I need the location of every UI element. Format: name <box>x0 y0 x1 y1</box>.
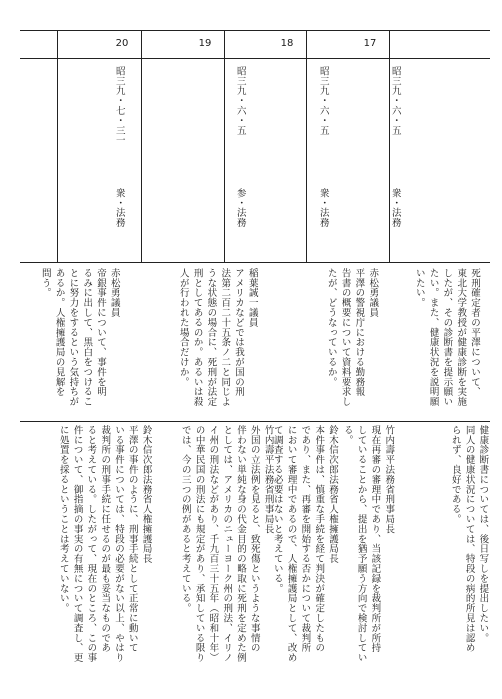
record-committee: 衆・法務 <box>317 188 329 228</box>
column-divider <box>224 30 225 262</box>
record-number-19: 19 <box>198 38 212 49</box>
record-committee: 参・法務 <box>234 188 246 228</box>
answer-text: 竹内壽平法務省刑事局長 外国の立法例を見ると、致死傷というような事情の 伴わない単純な身の代金目的の略取に死刑を定めた例 としては、アメリカのニューヨーク州の刑法、イリノ イ州の刑法などがあり、千九百三十五年（昭和十年） の中華民国の刑法にも規定があり、承知している限り では、今の三つの例があると考えている。 <box>179 425 274 663</box>
question-text: 稲葉誠一議員 アメリカなどでは我が国の刑 法第二百二十五条ノ二と同じよ うな状態の場合に、死刑が法定 刑としてあるのか。あるいは殺 人が行われた場合だけか。 <box>177 268 258 407</box>
column-divider <box>306 30 307 262</box>
question-text: 死刑確定者の平澤について、 東北大学教授が健康診断を実施 したが、その診断書を提示願い たい。また、健康状況を説明願 いたい。 <box>413 268 480 407</box>
record-number-18: 18 <box>280 38 294 49</box>
answer-text: 鈴木信次郎法務省人権擁護局長 本件事件は、慎重な手続を経て判決が確定したもの であり、また、再審を開始する否かについて裁判所 において審理中であるので、人権擁護局として、改め て調査する必要はないと考えている。 <box>271 425 338 663</box>
record-date: 昭三九・六・五 <box>317 66 329 136</box>
record-number-20: 20 <box>115 38 129 49</box>
answer-text: 鈴木信次郎法務省人権擁護局長 平澤の事件のように、刑事手続として正常に動いて いる事件については、特段の必要がない以上、やはり 裁判所の刑事手続に任せるのが最も妥当なものであ ると考えている。したがって、現在のところ、この事 件について、御指摘の事実の有無について調査し、更 に処置を採るということは考えていない。 <box>57 425 152 663</box>
column-divider <box>141 30 142 262</box>
question-bottom-rule <box>20 421 490 422</box>
top-rule <box>20 30 490 31</box>
answer-text: 竹内壽平法務省刑事局長 現在再審の審理中であり、当該記録を裁判所が所持 していることから、提出を猶予願う方向で検討してい る。 <box>341 425 395 663</box>
record-committee: 衆・法務 <box>113 188 125 228</box>
record-committee: 衆・法務 <box>389 188 401 228</box>
record-date: 昭三九・六・五 <box>234 66 246 136</box>
question-text: 赤松勇議員 平澤の警視庁における勤務報 告書の概要について資料要求し たが、どうなっているか。 <box>325 268 379 407</box>
column-divider <box>57 30 58 262</box>
answer-text: 健康診断書については、後日写しを提出したい。 同人の健康状況については、特段の病的所見は認め られず、良好である。 <box>449 425 489 653</box>
record-date: 昭三九・六・五 <box>389 66 401 136</box>
question-text: 赤松勇議員 帝銀事件について、事件を明 るみに出して、黒白をつけるこ とに努力をするという気持ちが あるか。人権擁護局の見解を 問う。 <box>39 268 120 407</box>
number-row-rule <box>20 58 490 59</box>
record-number-17: 17 <box>363 38 377 49</box>
header-bottom-rule <box>20 262 490 263</box>
record-date: 昭三九・七・三一 <box>113 66 125 146</box>
